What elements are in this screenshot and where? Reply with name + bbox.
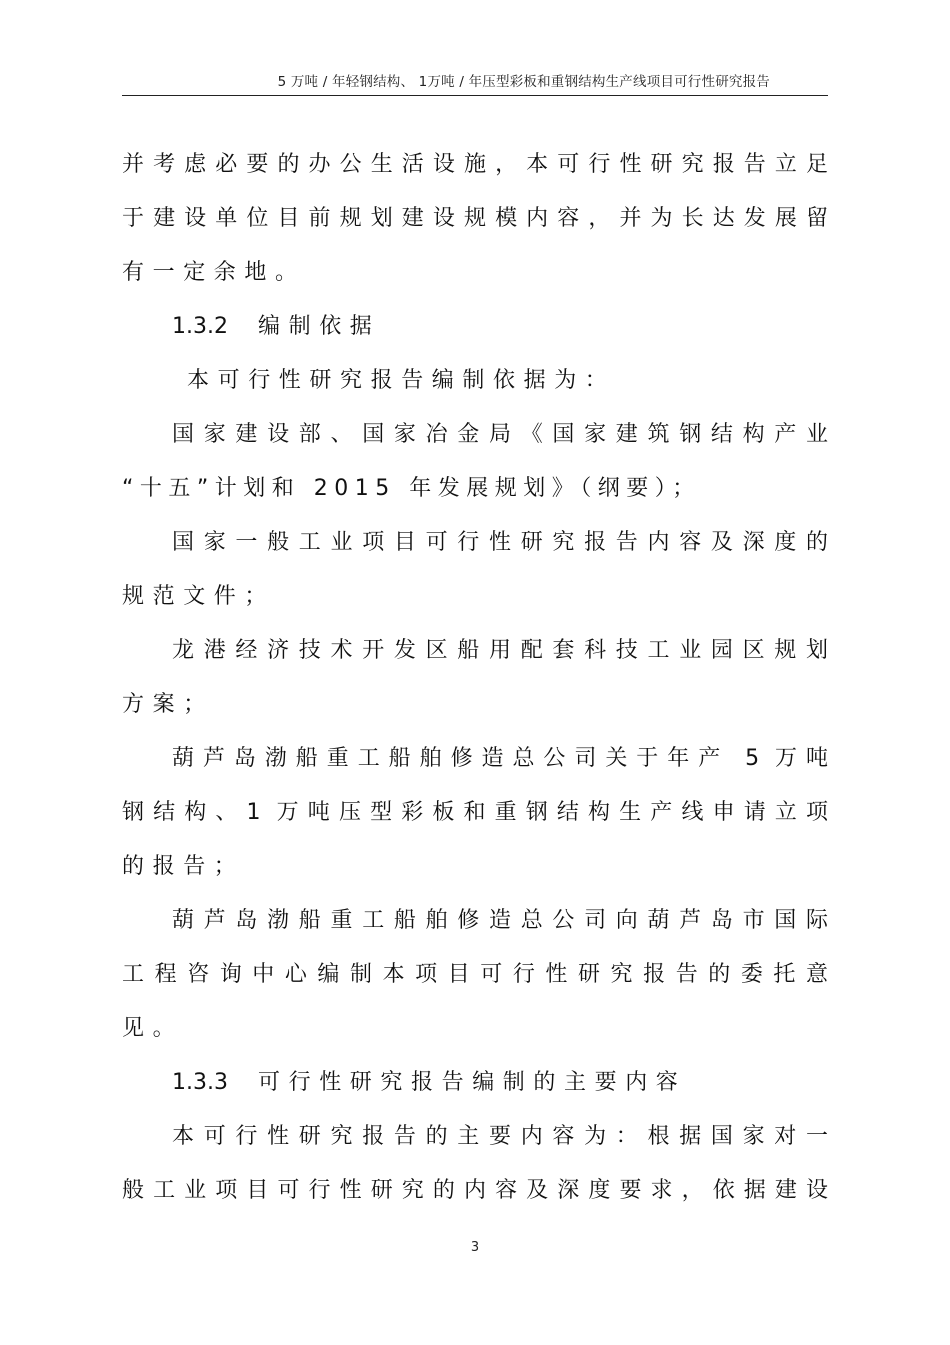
body-line: 钢结构、1 万吨压型彩板和重钢结构生产线申请立项 <box>122 800 828 825</box>
body-line: 葫芦岛渤船重工船舶修造总公司向葫芦岛市国际 <box>172 908 828 933</box>
body-line: 本可行性研究报告编制依据为： <box>187 368 616 393</box>
section-number: 1.3.3 <box>172 1070 228 1095</box>
body-line: 规范文件； <box>122 584 276 609</box>
body-line: 工程咨询中心编制本项目可行性研究报告的委托意 <box>122 962 828 987</box>
body-line: 有一定余地。 <box>122 260 306 285</box>
body-line: 并考虑必要的办公生活设施，本可行性研究报告立足 <box>122 152 828 177</box>
body-line: 方案； <box>122 692 214 717</box>
body-line: 本可行性研究报告的主要内容为：根据国家对一 <box>172 1124 828 1149</box>
body-line: 见。 <box>122 1016 184 1041</box>
section-heading-1-3-2 <box>172 312 828 342</box>
section-title: 可行性研究报告编制的主要内容 <box>258 1070 687 1095</box>
body-line: 般工业项目可行性研究的内容及深度要求，依据建设 <box>122 1178 828 1203</box>
body-line: “十五”计划和 2015 年发展规划》（纲要）； <box>122 476 701 501</box>
body-line: 的报告； <box>122 854 245 879</box>
section-title: 编制依据 <box>258 314 381 339</box>
section-heading-1-3-3 <box>172 1068 828 1098</box>
body-line: 葫芦岛渤船重工船舶修造总公司关于年产 5 万吨 <box>172 746 828 771</box>
body-line: 国家一般工业项目可行性研究报告内容及深度的 <box>172 530 828 555</box>
page-number: 3 <box>470 1240 480 1255</box>
body-line: 国家建设部、国家冶金局《国家建筑钢结构产业 <box>172 422 828 447</box>
body-line: 龙港经济技术开发区船用配套科技工业园区规划 <box>172 638 828 663</box>
header-title: 5 万吨 / 年轻钢结构、 1万吨 / 年压型彩板和重钢结构生产线项目可行性研究报告 <box>277 74 770 90</box>
page-header <box>122 66 828 96</box>
body-line: 于建设单位目前规划建设规模内容，并为长达发展留 <box>122 206 828 231</box>
section-number: 1.3.2 <box>172 314 228 339</box>
